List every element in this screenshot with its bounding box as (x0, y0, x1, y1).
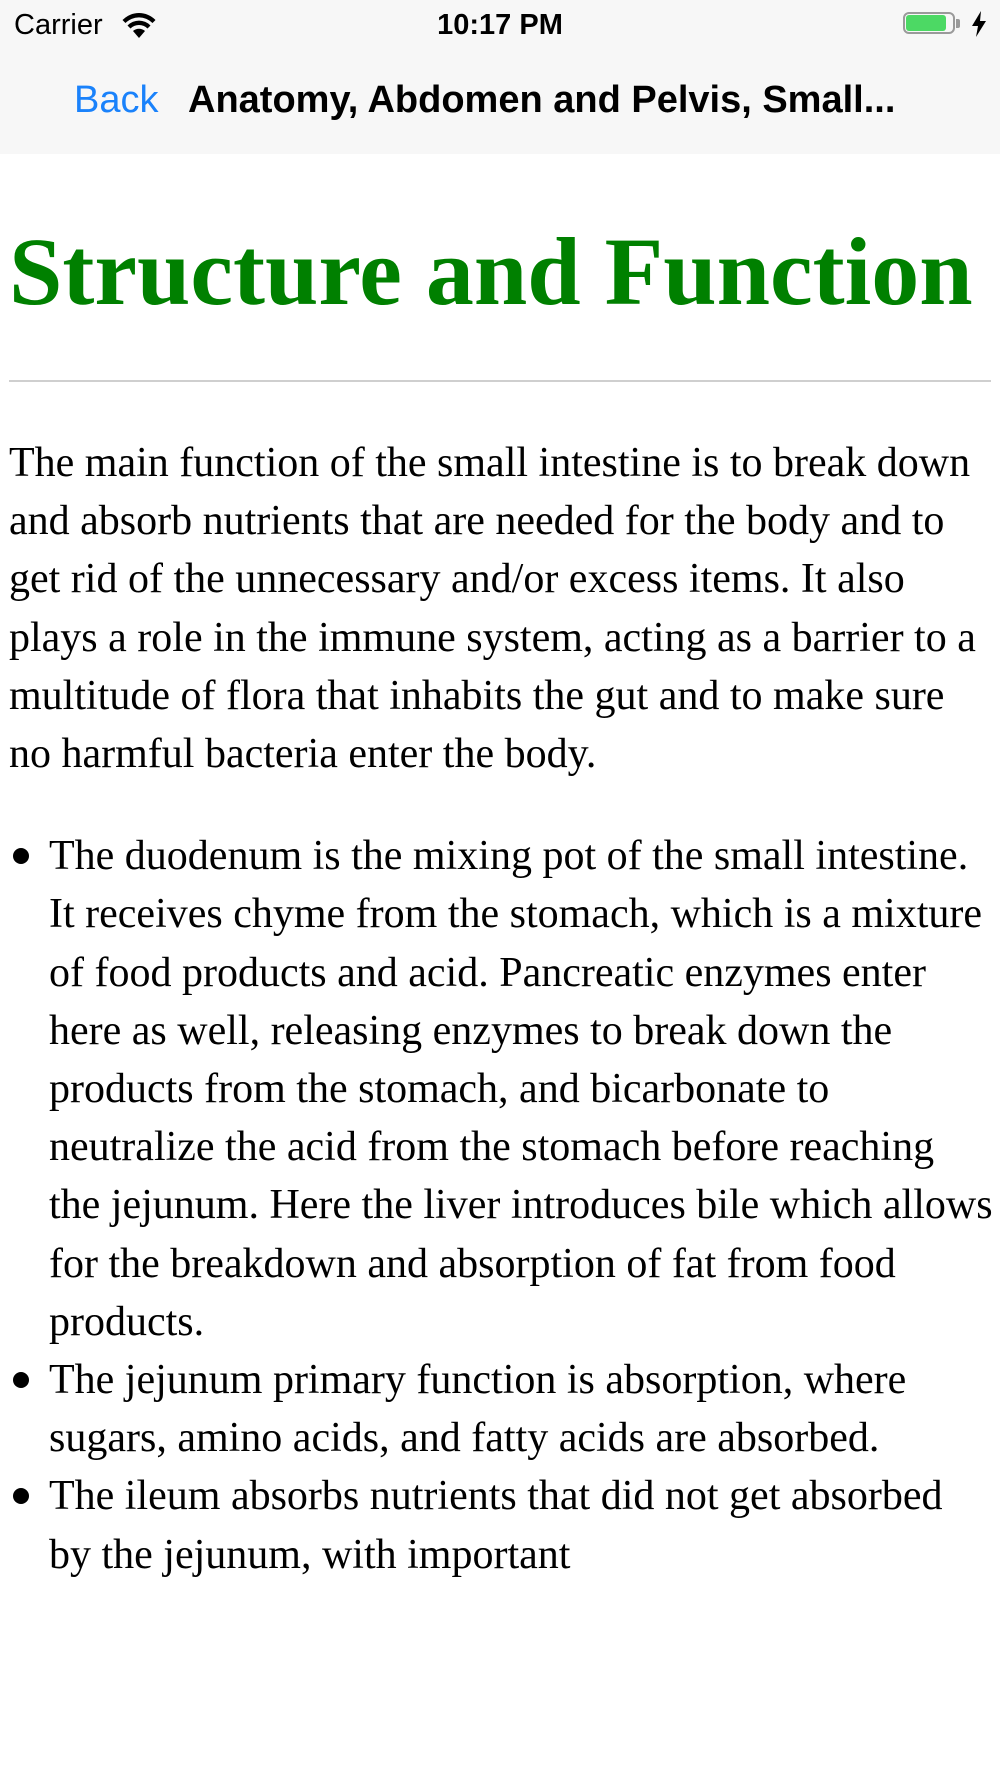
list-item-text: The ileum absorbs nutrients that did not get absorbed by the jejunum, with important (49, 1473, 943, 1578)
status-bar (0, 0, 1000, 50)
status-time: 10:17 PM (437, 9, 563, 41)
page-title: Anatomy, Abdomen and Pelvis, Small... (188, 79, 896, 121)
list-item-text: The duodenum is the mixing pot of the small intestine. It receives chyme from the stomach, which is a mixture of food products and acid. Pancreatic enzymes enter here as well, releasing enzymes to break down the products from the stomach, and bicarbonate to neutralize the acid from the stomach before reaching the jejunum. Here the liver introduces bile which allows for the breakdown and absorption of fat from food products. (49, 833, 993, 1345)
section-heading: Structure and Function (9, 218, 973, 325)
list-item (9, 1351, 994, 1467)
navigation-bar (0, 50, 1000, 154)
list-item-text: The jejunum primary function is absorption, where sugars, amino acids, and fatty acids are absorbed. (49, 1357, 907, 1462)
battery-icon (903, 12, 961, 36)
bullet-icon (13, 1372, 29, 1388)
list-item (9, 827, 994, 1351)
charging-bolt-icon (970, 10, 988, 38)
bullet-icon (13, 848, 29, 864)
article-content (9, 154, 994, 1584)
bullet-list (9, 827, 994, 1584)
back-button[interactable]: Back (74, 79, 159, 121)
bullet-icon (13, 1488, 29, 1504)
intro-paragraph: The main function of the small intestine is to break down and absorb nutrients that are needed for the body and to get rid of the unnecessary and/or excess items. It also plays a role in the immune system, acting as a barrier to a multitude of flora that inhabits the gut and to make sure no harmful bacteria enter the body. (9, 440, 976, 778)
list-item (9, 1467, 994, 1583)
carrier-label: Carrier (14, 9, 103, 41)
battery-level-fill (906, 15, 946, 31)
divider (9, 380, 991, 382)
